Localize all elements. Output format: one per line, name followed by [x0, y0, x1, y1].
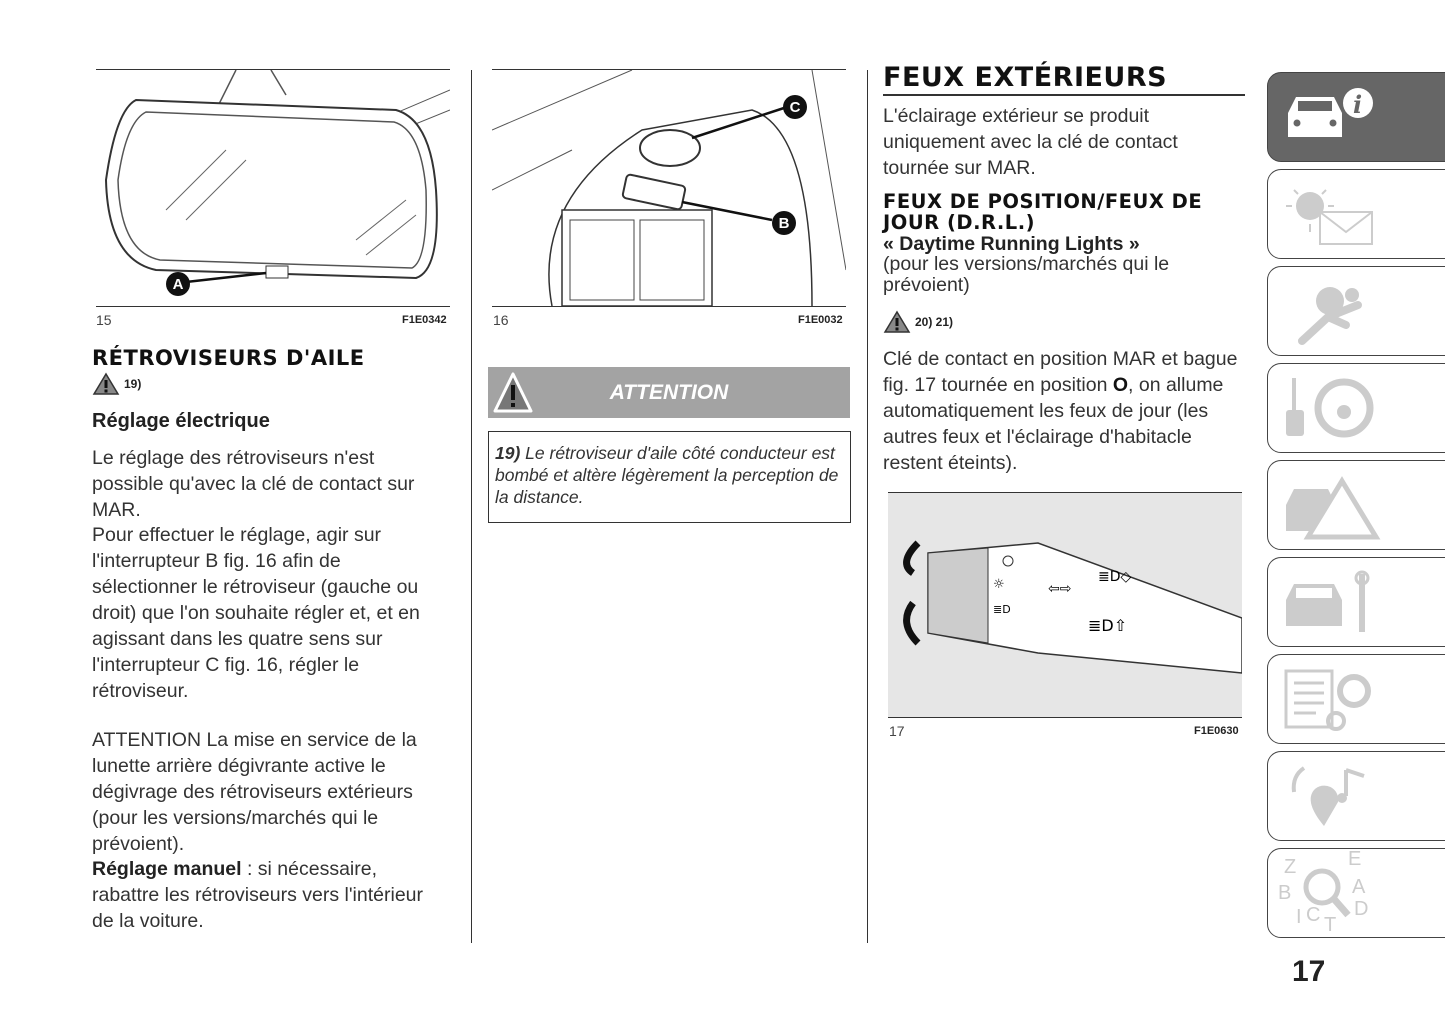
figure-17-light-stalk: [888, 492, 1242, 718]
subsection-title: FEUX DE POSITION/FEUX DE JOUR (D.R.L.): [883, 190, 1203, 234]
tab-safety[interactable]: [1267, 266, 1445, 356]
svg-text:B: B: [1278, 882, 1292, 904]
attention-note: 19) Le rétroviseur d'aile côté conducteur est bombé et altère légèrement la perception de la distance.: [488, 431, 851, 523]
tab-car-info[interactable]: [1267, 72, 1445, 162]
paragraph: Pour effectuer le réglage, agir sur l'interrupteur B fig. 16 afin de sélectionner le rétroviseur (gauche ou droit) que l'on souhaite régler et, et en agissant dans les quatre sens sur l'interrupteur C fig. 16, régler le rétroviseur.: [92, 524, 420, 702]
svg-text:⇦⇨: ⇦⇨: [1048, 581, 1072, 597]
tab-technical-data[interactable]: [1267, 654, 1445, 744]
figure-number: 15: [96, 312, 112, 328]
svg-text:T: T: [1324, 914, 1337, 935]
tab-starting-driving[interactable]: [1267, 363, 1445, 453]
tab-maintenance[interactable]: [1267, 557, 1445, 647]
svg-text:☼: ☼: [993, 577, 1005, 592]
multimedia-icon: [1288, 762, 1378, 832]
svg-text:Z: Z: [1284, 856, 1297, 878]
figure-code: F1E0342: [402, 314, 447, 326]
callout-a: A: [172, 276, 184, 293]
svg-text:≣D◇: ≣D◇: [1098, 569, 1132, 585]
subsection-subtitle: « Daytime Running Lights »: [883, 233, 1140, 255]
tab-warning-lights[interactable]: [1267, 169, 1445, 259]
column-divider: [471, 70, 472, 943]
paragraph: ATTENTION La mise en service de la lunette arrière dégivrante active le dégivrage des rétroviseurs extérieurs (pour les versions/marchés qui le prévoient).: [92, 729, 417, 855]
subsection-note: (pour les versions/marchés qui le prévoient): [883, 253, 1170, 296]
tab-index[interactable]: [1267, 848, 1445, 938]
warning-triangle-icon: [883, 310, 911, 334]
switch-illustration: [492, 70, 846, 306]
svg-text:D: D: [1354, 898, 1369, 920]
tab-emergency[interactable]: [1267, 460, 1445, 550]
page-number: 17: [1292, 955, 1326, 988]
figure-number: 16: [493, 312, 509, 328]
svg-text:I: I: [1296, 906, 1302, 928]
figure-number: 17: [889, 723, 905, 739]
svg-text:i: i: [1353, 90, 1363, 119]
index-icon: [1278, 851, 1388, 935]
figure-code: F1E0630: [1194, 725, 1239, 737]
subtitle: Réglage électrique: [92, 410, 270, 432]
warning-reference: 20) 21): [883, 310, 953, 334]
paragraph: L'éclairage extérieur se produit uniquement avec la clé de contact tournée sur MAR.: [883, 105, 1178, 179]
svg-text:C: C: [1306, 904, 1321, 926]
svg-text:A: A: [1352, 876, 1366, 898]
warning-reference: 19): [92, 372, 141, 396]
mirror-illustration: [96, 70, 450, 306]
technical-data-icon: [1282, 665, 1382, 735]
figure-15-rear-view-mirror: [96, 69, 450, 307]
section-title: RÉTROVISEURS D'AILE: [92, 346, 365, 370]
svg-text:≣D: ≣D: [993, 603, 1011, 616]
callout-b: B: [778, 215, 790, 232]
paragraph: Clé de contact en position MAR et bague fig. 17 tournée en position O, on allume automatiquement les feux de jour (les autres feux et l'éclairage d'habitacle restent éteints).: [883, 348, 1238, 474]
starting-driving-icon: [1282, 374, 1382, 444]
paragraph: Réglage manuel : si nécessaire, rabattre les rétroviseurs vers l'intérieur de la voiture.: [92, 858, 424, 932]
paragraph: Le réglage des rétroviseurs n'est possible qu'avec la clé de contact sur MAR.: [92, 447, 415, 521]
emergency-icon: [1282, 471, 1382, 541]
attention-banner: [488, 367, 850, 418]
light-stalk-illustration: [888, 493, 1242, 717]
figure-16-mirror-switch: [492, 69, 846, 307]
warning-triangle-icon: [92, 372, 120, 396]
svg-text:≣D⇧: ≣D⇧: [1088, 616, 1128, 635]
figure-code: F1E0032: [798, 314, 843, 326]
maintenance-icon: [1282, 570, 1382, 636]
attention-title: ATTENTION: [609, 381, 729, 404]
svg-text:E: E: [1348, 851, 1362, 870]
callout-c: C: [789, 99, 801, 116]
tab-multimedia[interactable]: [1267, 751, 1445, 841]
column-divider: [867, 70, 868, 943]
car-info-icon: [1282, 85, 1382, 145]
warning-lights-icon: [1282, 180, 1382, 250]
safety-icon: [1288, 277, 1378, 347]
section-title: FEUX EXTÉRIEURS: [883, 62, 1245, 96]
